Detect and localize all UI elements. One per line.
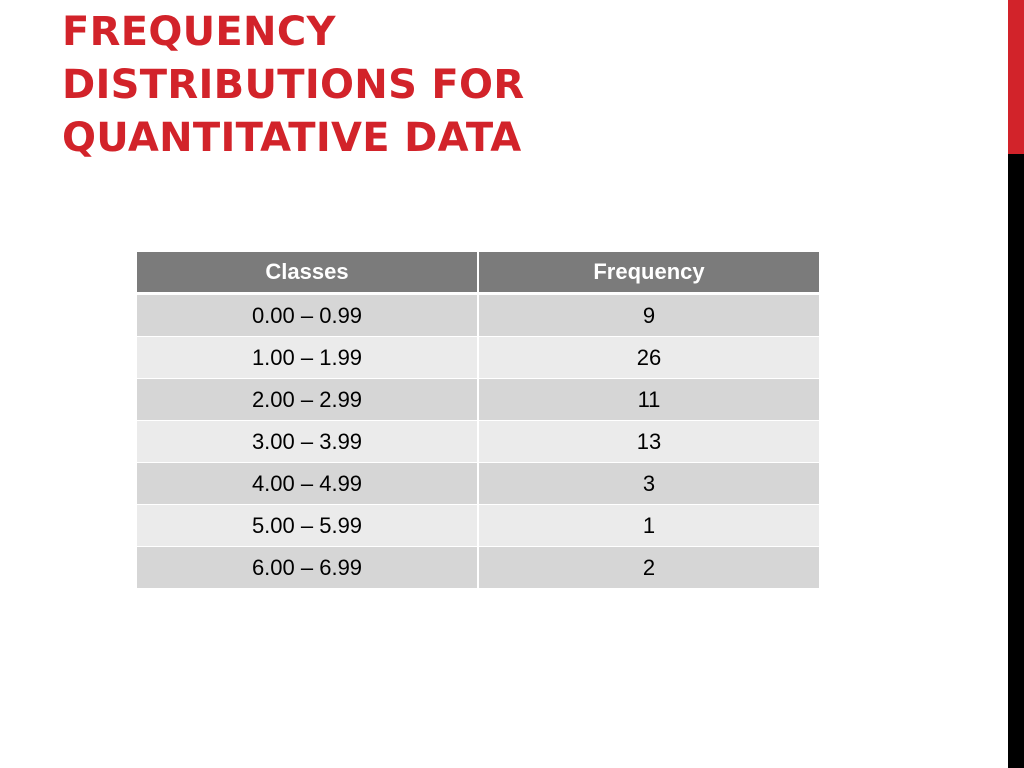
table-row xyxy=(137,379,819,421)
frequency-cell: 13 xyxy=(478,421,819,463)
slide-title-line-3: QUANTITATIVE DATA xyxy=(62,115,522,161)
table-row xyxy=(137,547,819,589)
table-row xyxy=(137,505,819,547)
table-header-row xyxy=(137,252,819,294)
class-cell: 0.00 – 0.99 xyxy=(137,294,478,337)
accent-bar-red xyxy=(1008,0,1024,154)
frequency-cell: 11 xyxy=(478,379,819,421)
class-cell: 3.00 – 3.99 xyxy=(137,421,478,463)
table-row xyxy=(137,337,819,379)
table-row xyxy=(137,421,819,463)
slide-title xyxy=(62,6,962,165)
class-cell: 1.00 – 1.99 xyxy=(137,337,478,379)
slide-title-line-2: DISTRIBUTIONS FOR xyxy=(62,62,525,108)
class-cell: 4.00 – 4.99 xyxy=(137,463,478,505)
class-cell: 2.00 – 2.99 xyxy=(137,379,478,421)
accent-bar-black xyxy=(1008,154,1024,768)
header-classes: Classes xyxy=(137,252,478,294)
frequency-cell: 3 xyxy=(478,463,819,505)
frequency-cell: 9 xyxy=(478,294,819,337)
header-frequency: Frequency xyxy=(478,252,819,294)
class-cell: 6.00 – 6.99 xyxy=(137,547,478,589)
table-row xyxy=(137,294,819,337)
frequency-cell: 1 xyxy=(478,505,819,547)
frequency-cell: 2 xyxy=(642,554,656,580)
class-cell: 5.00 – 5.99 xyxy=(137,505,478,547)
frequency-table xyxy=(137,252,819,588)
slide-title-line-1: FREQUENCY xyxy=(62,9,336,55)
table-row xyxy=(137,463,819,505)
frequency-cell: 26 xyxy=(478,337,819,379)
